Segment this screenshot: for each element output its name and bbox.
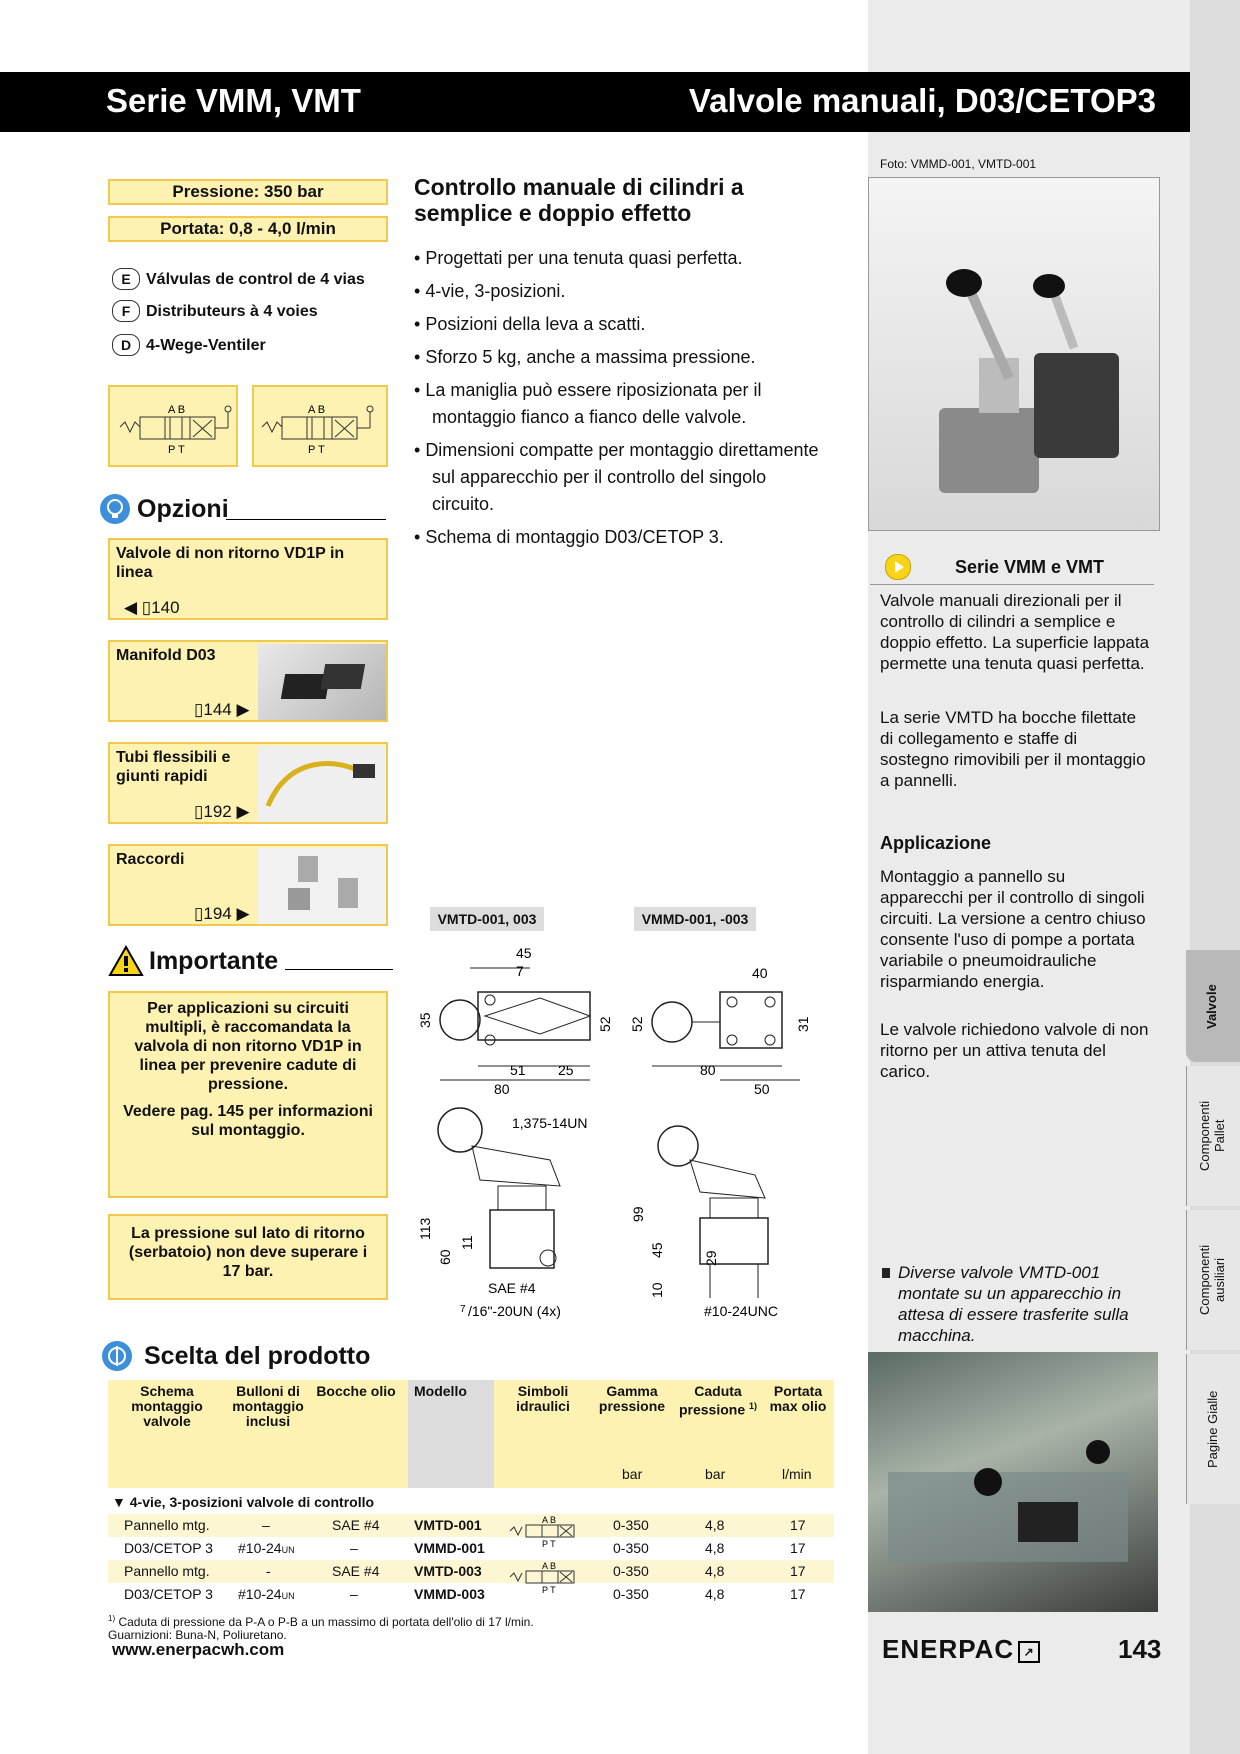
cell-modello[interactable]: VMMD-003 <box>414 1586 485 1602</box>
option-label: Valvole di non ritorno VD1P in linea <box>116 545 345 581</box>
important-text-2: Vedere pag. 145 per informazioni sul montaggio. <box>123 1103 373 1139</box>
selection-title: Scelta del prodotto <box>144 1342 371 1370</box>
option-ref[interactable]: ▯194 ▶ <box>194 904 250 923</box>
option-label: Raccordi <box>116 851 185 868</box>
cell-caduta: 4,8 <box>705 1517 725 1533</box>
cell-gamma: 0-350 <box>613 1540 649 1556</box>
option-label: Tubi flessibili e giunti rapidi <box>116 749 231 785</box>
sidebar-p4: Le valvole richiedono valvole di non ritorno per un attiva tenuta del carico. <box>880 1020 1149 1081</box>
cell-portata: 17 <box>790 1517 806 1533</box>
important-box <box>108 991 388 1198</box>
page-ref-icon: ▯ <box>141 598 152 617</box>
feature-item: • Schema di montaggio D03/CETOP 3. <box>414 524 826 551</box>
cell-bulloni: #10-24UN <box>238 1586 295 1602</box>
options-title: Opzioni <box>137 495 229 523</box>
sidebar-rule <box>870 584 1154 585</box>
tab-componenti-pallet[interactable]: Componenti Pallet <box>1186 1066 1240 1206</box>
return-pressure-box: La pressione sul lato di ritorno (serbatoio) non deve superare i 17 bar. <box>108 1214 388 1300</box>
dimension-drawings <box>410 940 840 1320</box>
svg-text:52: 52 <box>597 1016 613 1032</box>
feature-item: • Posizioni della leva a scatti. <box>414 311 826 338</box>
flow-spec: Portata: 0,8 - 4,0 l/min <box>108 216 388 242</box>
option-item-hoses[interactable] <box>108 742 388 824</box>
svg-text:SAE #4: SAE #4 <box>488 1280 536 1296</box>
cell-caduta: 4,8 <box>705 1586 725 1602</box>
warning-icon <box>108 945 144 977</box>
cell-bocche: – <box>350 1586 358 1602</box>
sidebar-box-title: Serie VMM e VMT <box>955 557 1105 577</box>
tab-valvole[interactable]: Valvole <box>1186 950 1240 1062</box>
svg-text:45: 45 <box>516 945 532 961</box>
cell-portata: 17 <box>790 1540 806 1556</box>
svg-text:P T: P T <box>542 1585 556 1595</box>
svg-text:52: 52 <box>629 1016 645 1032</box>
table-group-label: ▼ 4-vie, 3-posizioni valvole di controllo <box>112 1494 375 1510</box>
unit-caduta: bar <box>705 1466 726 1482</box>
svg-text:P T: P T <box>542 1539 556 1549</box>
enerpac-logo: ENERPAC ↗ <box>882 1634 1040 1665</box>
th-portata: Portata max olio <box>769 1383 827 1414</box>
sidebar-p1: Valvole manuali direzionali per il controllo di cilindri a semplice e doppio effetto. La superficie lappata permette una tenuta quasi perfetta. <box>880 591 1150 673</box>
sidebar-p3: Montaggio a pannello su apparecchi per il controllo di singoli circuiti. La versione a centro chiuso consente l'uso di pompe a portata variabile o pneumoidrauliche risparmiando energia. <box>880 867 1146 991</box>
th-bocche: Bocche olio <box>316 1383 396 1399</box>
svg-text:80: 80 <box>700 1062 716 1078</box>
th-modello: Modello <box>414 1383 467 1399</box>
installation-photo <box>868 1352 1158 1612</box>
svg-text:99: 99 <box>630 1206 646 1222</box>
svg-text:80: 80 <box>494 1081 510 1097</box>
svg-text:25: 25 <box>558 1062 574 1078</box>
th-bulloni: Bulloni di montaggio inclusi <box>232 1383 304 1429</box>
page-ref-icon: ▯ <box>194 700 204 719</box>
footnote-2: Guarnizioni: Buna-N, Poliuretano. <box>108 1628 287 1642</box>
cell-caduta: 4,8 <box>705 1540 725 1556</box>
svg-text:A B: A B <box>308 404 326 416</box>
important-rule <box>285 969 393 970</box>
options-rule <box>226 519 386 520</box>
unit-portata: l/min <box>782 1466 812 1482</box>
svg-text:113: 113 <box>417 1217 433 1240</box>
unit-gamma: bar <box>622 1466 643 1482</box>
th-gamma: Gamma pressione <box>598 1383 666 1414</box>
th-schema: Schema montaggio valvole <box>131 1383 203 1429</box>
product-title: Valvole manuali, D03/CETOP3 <box>688 82 1156 119</box>
svg-text:31: 31 <box>795 1016 811 1032</box>
feature-item: • Dimensioni compatte per montaggio direttamente sul apparecchio per il controllo del singolo circuito. <box>414 437 826 518</box>
sidebar-p2: La serie VMTD ha bocche filettate di collegamento e staffe di sostegno rimovibili per il montaggio a pannelli. <box>880 708 1146 790</box>
cell-portata: 17 <box>790 1563 806 1579</box>
series-title: Serie VMM, VMT <box>106 82 361 119</box>
important-text-1: Per applicazioni su circuiti multipli, è raccomandata la valvola di non ritorno VD1P in linea per prevenire cadute di pressione. <box>134 1000 362 1093</box>
footnote-1: $^{1)}$ Caduta di pressione da P-A o P-B a un massimo di portata dell'olio di 17 l/min. <box>108 1614 534 1629</box>
option-item-manifold[interactable] <box>108 640 388 722</box>
cell-modello[interactable]: VMTD-001 <box>414 1517 482 1533</box>
table-valve-symbols-icon <box>506 1514 590 1608</box>
option-label: Manifold D03 <box>116 647 216 664</box>
pressure-spec: Pressione: 350 bar <box>108 179 388 205</box>
option-item-check-valve[interactable] <box>108 538 388 620</box>
important-title: Importante <box>149 947 279 975</box>
cell-gamma: 0-350 <box>613 1517 649 1533</box>
cell-bulloni: #10-24UN <box>238 1540 295 1556</box>
valve-symbol-icon <box>254 387 386 465</box>
option-ref[interactable]: ▯144 ▶ <box>194 700 250 719</box>
svg-text:P T: P T <box>168 444 185 456</box>
svg-text:40: 40 <box>752 965 768 981</box>
hose-photo <box>258 746 386 822</box>
bullet-square-icon <box>882 1268 890 1278</box>
page-number: 143 <box>1118 1634 1162 1664</box>
drawing-tag-vmtd: VMTD-001, 003 <box>430 907 544 931</box>
svg-text:50: 50 <box>754 1081 770 1097</box>
cell-bulloni: – <box>262 1517 270 1533</box>
svg-text:A B: A B <box>542 1561 557 1571</box>
language-d: D 4-Wege-Ventiler <box>112 334 266 356</box>
svg-text:60: 60 <box>437 1249 453 1265</box>
valve-symbol-icon <box>110 387 236 465</box>
tab-componenti-ausiliari[interactable]: Componenti ausiliari <box>1186 1210 1240 1350</box>
svg-text:10: 10 <box>649 1282 665 1298</box>
cell-bocche: SAE #4 <box>332 1563 380 1579</box>
page-header <box>0 72 1190 132</box>
th-simboli: Simboli idraulici <box>516 1383 570 1414</box>
website-link[interactable]: www.enerpacwh.com <box>112 1640 285 1659</box>
cell-caduta: 4,8 <box>705 1563 725 1579</box>
application-title: Applicazione <box>880 833 992 853</box>
svg-text:11: 11 <box>459 1235 475 1250</box>
drawing-tag-vmmd: VMMD-001, -003 <box>634 907 756 931</box>
option-ref[interactable]: ◀ ▯140 <box>124 598 180 617</box>
th-caduta: Caduta pressione $^{1)}$ <box>678 1383 758 1418</box>
cell-schema: D03/CETOP 3 <box>124 1540 213 1556</box>
cell-gamma: 0-350 <box>613 1563 649 1579</box>
svg-text:P T: P T <box>308 444 325 456</box>
svg-text:45: 45 <box>649 1242 665 1258</box>
fittings-photo <box>258 848 386 924</box>
page-ref-icon: ▯ <box>194 802 204 821</box>
manifold-photo <box>258 644 386 720</box>
cell-modello[interactable]: VMMD-001 <box>414 1540 485 1556</box>
feature-item: • 4-vie, 3-posizioni. <box>414 278 826 305</box>
cell-bocche: – <box>350 1540 358 1556</box>
cell-portata: 17 <box>790 1586 806 1602</box>
feature-item: • La maniglia può essere riposizionata per il montaggio fianco a fianco delle valvole. <box>414 377 826 431</box>
hydraulic-symbol-2 <box>252 385 388 467</box>
cell-schema: Pannello mtg. <box>124 1517 210 1533</box>
svg-text:35: 35 <box>417 1012 433 1028</box>
feature-item: • Progettati per una tenuta quasi perfetta. <box>414 245 826 272</box>
play-icon <box>885 554 911 580</box>
page-ref-icon: ▯ <box>194 904 204 923</box>
cell-modello[interactable]: VMTD-003 <box>414 1563 482 1579</box>
hydraulic-symbol-1 <box>108 385 238 467</box>
svg-text:/16"-20UN (4x): /16"-20UN (4x) <box>468 1303 561 1319</box>
cell-bulloni: - <box>266 1563 271 1579</box>
tab-pagine-gialle[interactable]: Pagine Gialle <box>1186 1354 1240 1504</box>
svg-text:7: 7 <box>460 1304 466 1315</box>
photo2-caption: Diverse valvole VMTD-001 montate su un apparecchio in attesa di essere trasferite sulla macchina. <box>898 1263 1129 1345</box>
svg-text:51: 51 <box>510 1062 526 1078</box>
logo-mark-icon: ↗ <box>1018 1641 1040 1663</box>
feature-list <box>414 245 826 557</box>
cell-gamma: 0-350 <box>613 1586 649 1602</box>
cell-schema: Pannello mtg. <box>124 1563 210 1579</box>
selection-icon <box>102 1341 132 1371</box>
svg-text:1,375-14UN: 1,375-14UN <box>512 1115 588 1131</box>
svg-text:7: 7 <box>516 963 524 979</box>
svg-text:A B: A B <box>542 1515 557 1525</box>
lightbulb-icon <box>100 494 130 524</box>
option-item-fittings[interactable] <box>108 844 388 926</box>
product-photo <box>868 177 1160 531</box>
option-ref[interactable]: ▯192 ▶ <box>194 802 250 821</box>
svg-text:29: 29 <box>703 1250 719 1266</box>
svg-text:#10-24UNC: #10-24UNC <box>704 1303 778 1319</box>
cell-schema: D03/CETOP 3 <box>124 1586 213 1602</box>
svg-text:A B: A B <box>168 404 186 416</box>
footnotes <box>108 1612 834 1642</box>
main-title: Controllo manuale di cilindri a semplice e doppio effetto <box>414 174 744 226</box>
feature-item: • Sforzo 5 kg, anche a massima pressione. <box>414 344 826 371</box>
photo-caption: Foto: VMMD-001, VMTD-001 <box>880 157 1037 171</box>
language-f: F Distributeurs à 4 voies <box>112 300 318 322</box>
language-e: E Válvulas de control de 4 vias <box>112 268 365 290</box>
cell-bocche: SAE #4 <box>332 1517 380 1533</box>
